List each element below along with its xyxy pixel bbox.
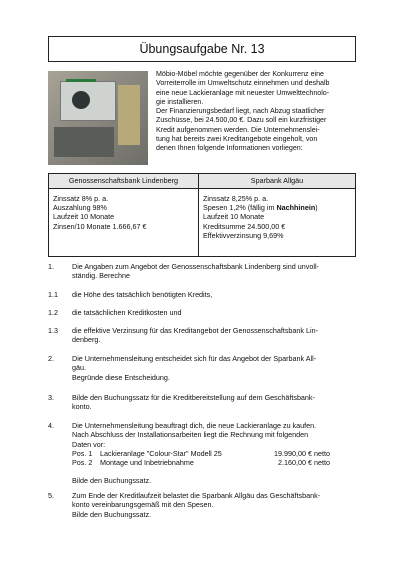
intro-line: Kredit aufgenommen werden. Die Unternehmenslei- xyxy=(156,125,320,134)
task-line: die effektive Verzinsung für das Kreditangebot der Genossenschaftsbank Lin- xyxy=(72,326,318,335)
task-line: konto vereinbarungsgemäß mit den Spesen. xyxy=(72,500,214,510)
position-description: Lackieranlage "Colour-Star" Modell 25 xyxy=(100,448,222,458)
cell-genossenschaftsbank xyxy=(49,189,199,257)
offer-line: Kreditsumme 24.500,00 € xyxy=(202,221,286,231)
task-line: ständig. Berechne xyxy=(72,271,130,281)
task-line: Bilde den Buchungssatz. xyxy=(72,509,152,519)
photo-machine-base xyxy=(54,127,114,157)
intro-paragraph-1 xyxy=(156,70,356,107)
photo-machine-label xyxy=(66,79,96,82)
offer-line: Zinssatz 8,25% p. a. xyxy=(202,194,269,203)
intro-paragraph-2 xyxy=(156,107,356,153)
task-number: 1. xyxy=(48,262,54,271)
task-number: 1.3 xyxy=(48,326,58,335)
task-line: konto. xyxy=(72,402,92,412)
task-line: Bilde den Buchungssatz für die Kreditbereitstellung auf dem Geschäftsbank- xyxy=(72,393,315,402)
offer-line-spesen xyxy=(203,203,351,212)
task-number: 1.1 xyxy=(48,290,58,299)
header-genossenschaftsbank: Genossenschaftsbank Lindenberg xyxy=(49,174,199,189)
offer-line: Effektivverzinsung 9,69% xyxy=(202,230,284,240)
intro-line: denen Ihnen folgende Informationen vorliegen: xyxy=(156,144,303,153)
task-line: Daten vor: xyxy=(72,439,106,449)
machine-photo xyxy=(48,71,148,165)
invoice-position-1 xyxy=(72,449,358,458)
offer-line: Zinssatz 8% p. a. xyxy=(53,194,109,203)
offer-line: Laufzeit 10 Monate xyxy=(53,212,115,222)
position-amount: 19.990,00 € netto xyxy=(274,448,330,458)
bank-offers-table xyxy=(48,173,356,257)
intro-line: tung hat bereits zwei Kreditangebote eingeholt, von xyxy=(156,135,318,144)
position-amount: 2.160,00 € netto xyxy=(278,458,330,468)
intro-line: eine neue Lackieranlage mit neuester Umwelttechnolo- xyxy=(156,88,330,97)
task-line: Die Unternehmensleitung beauftragt dich, die neue Lackieranlage zu kaufen. xyxy=(72,421,317,430)
task-line: Nach Abschluss der Installationsarbeiten liegt die Rechnung mit folgenden xyxy=(72,430,309,440)
header-sparbank: Sparbank Allgäu xyxy=(198,174,355,189)
intro-line: Möbio-Möbel möchte gegenüber der Konkurrenz eine xyxy=(156,70,324,78)
invoice-position-2 xyxy=(72,458,358,467)
intro-line: Vorreiterrolle im Umweltschutz einnehmen und deshalb xyxy=(156,79,330,88)
cell-sparbank xyxy=(198,189,355,257)
photo-machine-side xyxy=(118,85,140,145)
intro-line: gie installieren. xyxy=(156,97,204,106)
position-number: Pos. 2 xyxy=(72,458,93,468)
task-line: die tatsächlichen Kreditkosten und xyxy=(72,308,182,317)
task-line: Die Angaben zum Angebot der Genossenschaftsbank Lindenberg sind unvoll- xyxy=(72,262,319,271)
offer-line: Auszahlung 98% xyxy=(53,203,107,213)
task-line: Bilde den Buchungssatz. xyxy=(72,476,152,486)
position-description: Montage und Inbetriebnahme xyxy=(100,458,194,468)
offer-line: Laufzeit 10 Monate xyxy=(202,212,265,222)
spesen-bold: Nachhinein xyxy=(276,203,316,213)
intro-line: Der Finanzierungsbedarf liegt, nach Abzug staatlicher xyxy=(156,107,325,116)
position-number: Pos. 1 xyxy=(72,448,93,458)
page-title: Übungsaufgabe Nr. 13 xyxy=(139,42,265,56)
task-line: Zum Ende der Kreditlaufzeit belastet die Sparbank Allgäu das Geschäftsbank- xyxy=(72,491,321,500)
task-number: 5. xyxy=(48,491,54,500)
task-line: Die Unternehmensleitung entscheidet sich für das Angebot der Sparbank All- xyxy=(72,354,317,363)
task-line: Begründe diese Entscheidung. xyxy=(72,372,170,382)
spesen-prefix: Spesen 1,2% (fällig im xyxy=(202,203,277,213)
intro-line: Zuschüsse, bei 24.500,00 €. Dazu soll ein kurzfristiger xyxy=(156,116,327,125)
task-line: denberg. xyxy=(72,335,101,345)
task-line: die Höhe des tatsächlich benötigten Kredits, xyxy=(72,290,213,299)
offer-line: Zinsen/10 Monate 1.666,67 € xyxy=(53,221,147,231)
intro-text xyxy=(156,70,356,154)
task-number: 2. xyxy=(48,354,54,363)
task-number: 4. xyxy=(48,421,54,430)
spesen-suffix: ) xyxy=(315,203,318,213)
title-box xyxy=(48,36,356,62)
task-line: gäu. xyxy=(72,363,86,373)
task-number: 3. xyxy=(48,393,54,402)
task-number: 1.2 xyxy=(48,308,58,317)
photo-machine-dial xyxy=(72,91,90,109)
